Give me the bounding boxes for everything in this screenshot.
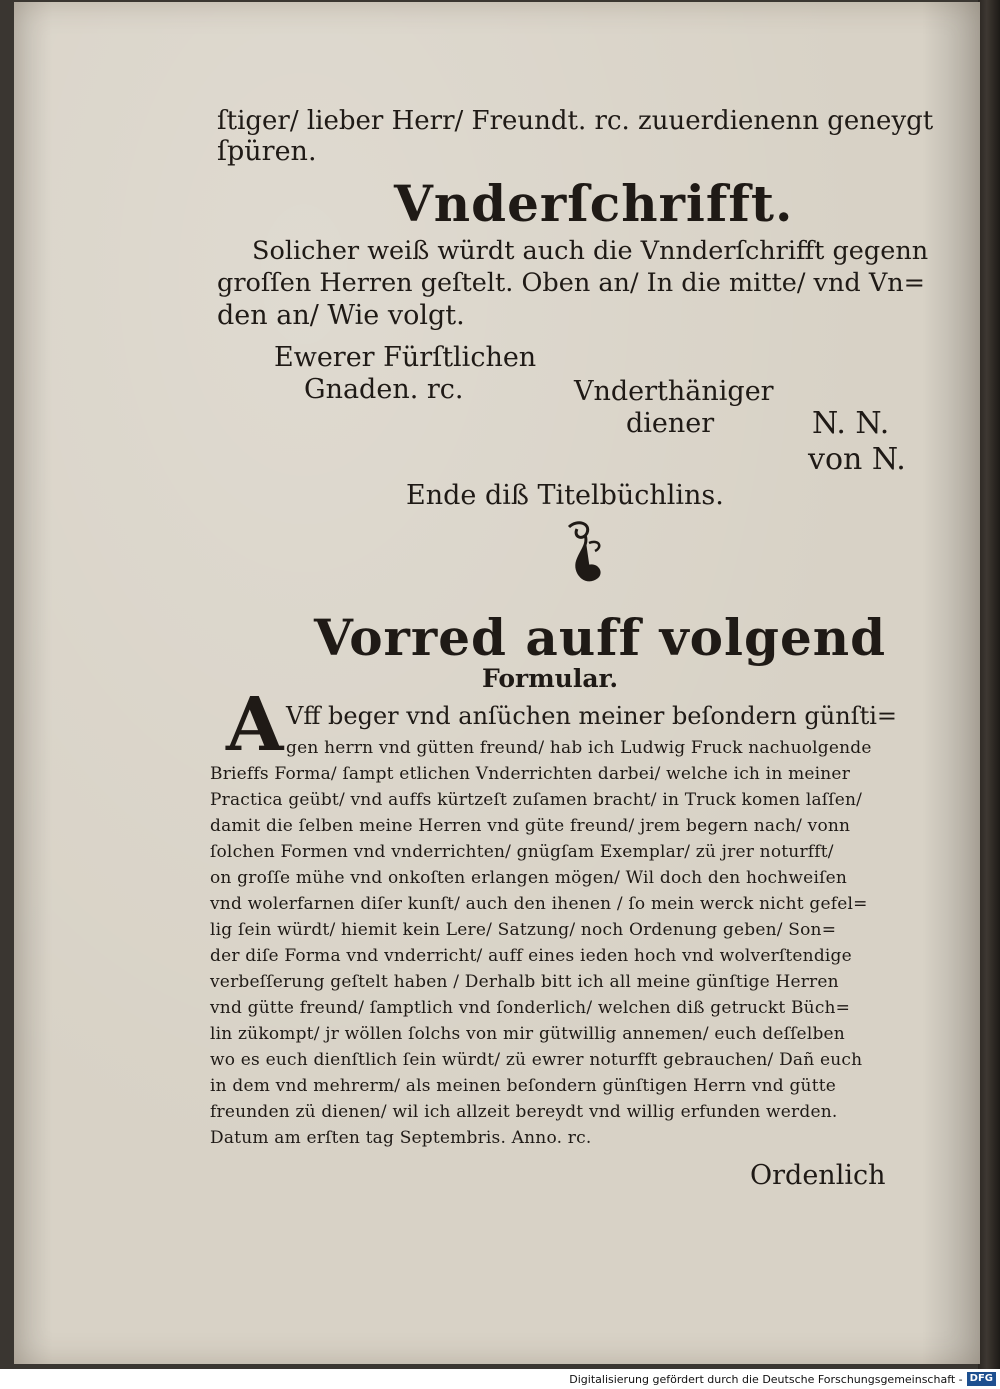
signature-bottom: von N. <box>808 442 906 477</box>
text-line: gen herrn vnd gütten freund/ hab ich Ludwig Fruck nachuolgende <box>286 738 872 758</box>
text-line: verbeſſerung geſtelt haben / Derhalb bitt ich all meine günſtige Herren <box>210 972 839 992</box>
text-line: den an/ Wie volgt. <box>217 300 465 331</box>
text-line: groſſen Herren geſtelt. Oben an/ In die mitte/ vnd Vn= <box>217 268 926 298</box>
signature-middle: Vnderthäniger <box>574 376 774 407</box>
text-line: on groſſe mühe vnd onkoſten erlangen mögen/ Wil doch den hochweiſen <box>210 868 847 888</box>
signature-middle: diener <box>626 408 715 439</box>
text-line: Solicher weiß würdt auch die Vnnderſchrifft gegenn <box>252 236 929 266</box>
footer-bar <box>0 1369 1000 1389</box>
text-line: vnd wolerfarnen diſer kunſt/ auch den ihenen / ſo mein werck nicht gefel= <box>210 894 868 914</box>
text-line: Datum am erſten tag Septembris. Anno. rc. <box>210 1128 592 1148</box>
book-edge <box>978 0 1000 1369</box>
catchword: Ordenlich <box>750 1160 886 1191</box>
decorated-initial: A <box>226 682 284 768</box>
text-line: lig ſein würdt/ hiemit kein Lere/ Satzung/ noch Ordenung geben/ Son= <box>210 920 837 940</box>
text-line: Practica geübt/ vnd auffs kürtzeſt zuſamen bracht/ in Truck komen laſſen/ <box>210 790 863 810</box>
text-line: ſtiger/ lieber Herr/ Freundt. rc. zuuerdienenn geneygt <box>217 106 934 136</box>
book-page <box>14 2 980 1364</box>
text-line: ſolchen Formen vnd vnderrichten/ gnügſam Exemplar/ zü jrer noturfft/ <box>210 842 834 862</box>
footer-credit: Digitalisierung gefördert durch die Deutsche Forschungsgemeinschaft - <box>569 1372 963 1386</box>
text-line: in dem vnd mehrerm/ als meinen beſondern günſtigen Herrn vnd gütte <box>210 1076 837 1096</box>
dfg-logo-icon: DFG <box>967 1372 996 1386</box>
text-line: vnd gütte freund/ ſamptlich vnd ſonderlich/ welchen diß getruckt Büch= <box>210 998 851 1018</box>
text-line: ſpüren. <box>217 136 317 167</box>
section-heading: Vnderſchrifft. <box>394 174 794 233</box>
signature-bottom: N. N. <box>812 406 890 441</box>
text-line: wo es euch dienſtlich ſein würdt/ zü ewrer noturfft gebrauchen/ Dañ euch <box>210 1050 863 1070</box>
section-subheading: Formular. <box>482 664 619 693</box>
text-line: freunden zü dienen/ wil ich allzeit bereydt vnd willig erfunden werden. <box>210 1102 838 1122</box>
closing-line: Ende diß Titelbüchlins. <box>406 480 724 511</box>
signature-top: Gnaden. rc. <box>304 374 464 405</box>
text-line: der diſe Forma vnd vnderricht/ auff eines ieden hoch vnd wolverſtendige <box>210 946 852 966</box>
text-line: Brieffs Forma/ ſampt etlichen Vnderrichten darbei/ welche ich in meiner <box>210 764 851 784</box>
section-heading: Vorred auff volgend <box>314 608 887 667</box>
signature-top: Ewerer Fürſtlichen <box>274 342 537 373</box>
fleuron-ornament-icon <box>559 519 609 591</box>
text-line: Vff beger vnd anſüchen meiner beſondern günſti= <box>286 702 898 730</box>
text-line: damit die ſelben meine Herren vnd güte freund/ jrem begern nach/ vonn <box>210 816 851 836</box>
text-line: lin zükompt/ jr wöllen ſolchs von mir gütwillig annemen/ euch deſſelben <box>210 1024 845 1044</box>
